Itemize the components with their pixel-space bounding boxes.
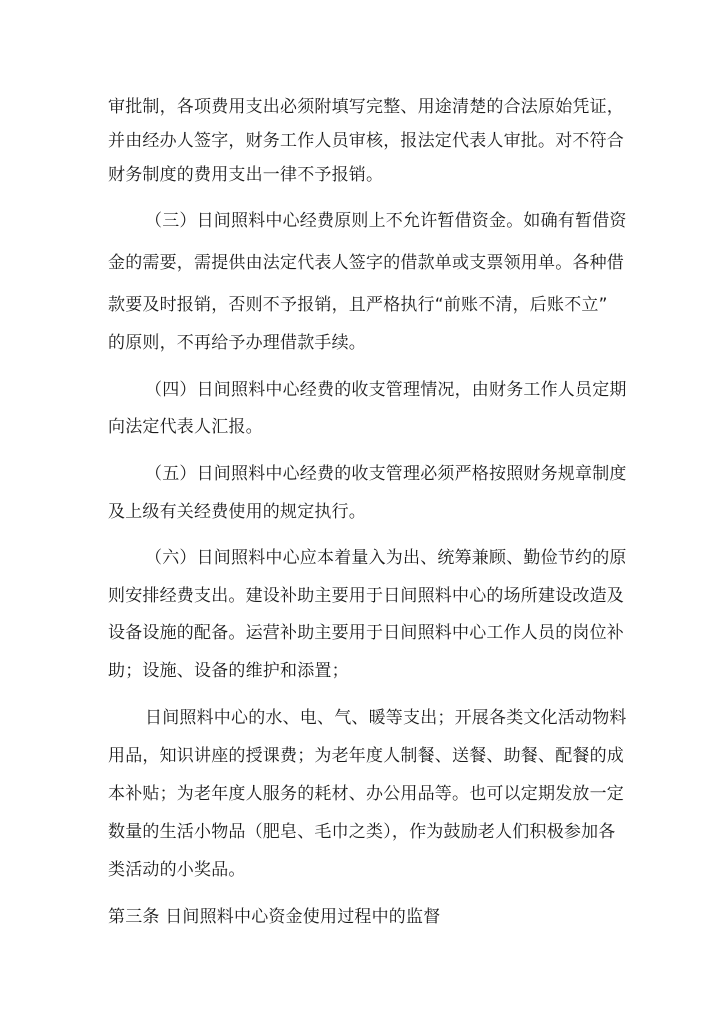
- paragraph-line: 审批制，各项费用支出必须附填写完整、用途清楚的合法原始凭证，: [108, 97, 624, 117]
- paragraph-line: 的原则，不再给予办理借款手续。: [108, 333, 366, 353]
- paragraph-line: 财务制度的费用支出一律不予报销。: [108, 165, 384, 185]
- paragraph-line: 助；设施、设备的维护和添置；: [108, 661, 349, 681]
- paragraph-line: 并由经办人签字，财务工作人员审核，报法定代表人审批。对不符合: [108, 131, 624, 151]
- paragraph-line: 用品，知识讲座的授课费；为老年度人制餐、送餐、助餐、配餐的成: [108, 746, 624, 766]
- paragraph-line: 本补贴；为老年度人服务的耗材、办公用品等。也可以定期发放一定: [108, 784, 624, 804]
- paragraph-line: （三）日间照料中心经费原则上不允许暂借资金。如确有暂借资: [145, 211, 627, 231]
- paragraph-line: （六）日间照料中心应本着量入为出、统筹兼顾、勤俭节约的原: [145, 548, 627, 568]
- paragraph-line: 数量的生活小物品（肥皂、毛巾之类），作为鼓励老人们积极参加各: [108, 822, 616, 842]
- paragraph-line: 日间照料中心的水、电、气、暖等支出；开展各类文化活动物料: [145, 708, 627, 728]
- paragraph-line: 类活动的小奖品。: [108, 860, 246, 880]
- paragraph-line: 款要及时报销，否则不予报销，且严格执行“前账不清，后账不立”: [108, 295, 608, 315]
- paragraph-line: 向法定代表人汇报。: [108, 417, 263, 437]
- paragraph-line: 设备设施的配备。运营补助主要用于日间照料中心工作人员的岗位补: [108, 623, 624, 643]
- paragraph-line: 金的需要，需提供由法定代表人签字的借款单或支票领用单。各种借: [108, 253, 624, 273]
- section-heading: 第三条 日间照料中心资金使用过程中的监督: [108, 907, 441, 927]
- paragraph-line: 则安排经费支出。建设补助主要用于日间照料中心的场所建设改造及: [108, 586, 624, 606]
- paragraph-line: 及上级有关经费使用的规定执行。: [108, 502, 366, 522]
- paragraph-line: （五）日间照料中心经费的收支管理必须严格按照财务规章制度: [145, 464, 627, 484]
- paragraph-line: （四）日间照料中心经费的收支管理情况，由财务工作人员定期: [145, 380, 627, 400]
